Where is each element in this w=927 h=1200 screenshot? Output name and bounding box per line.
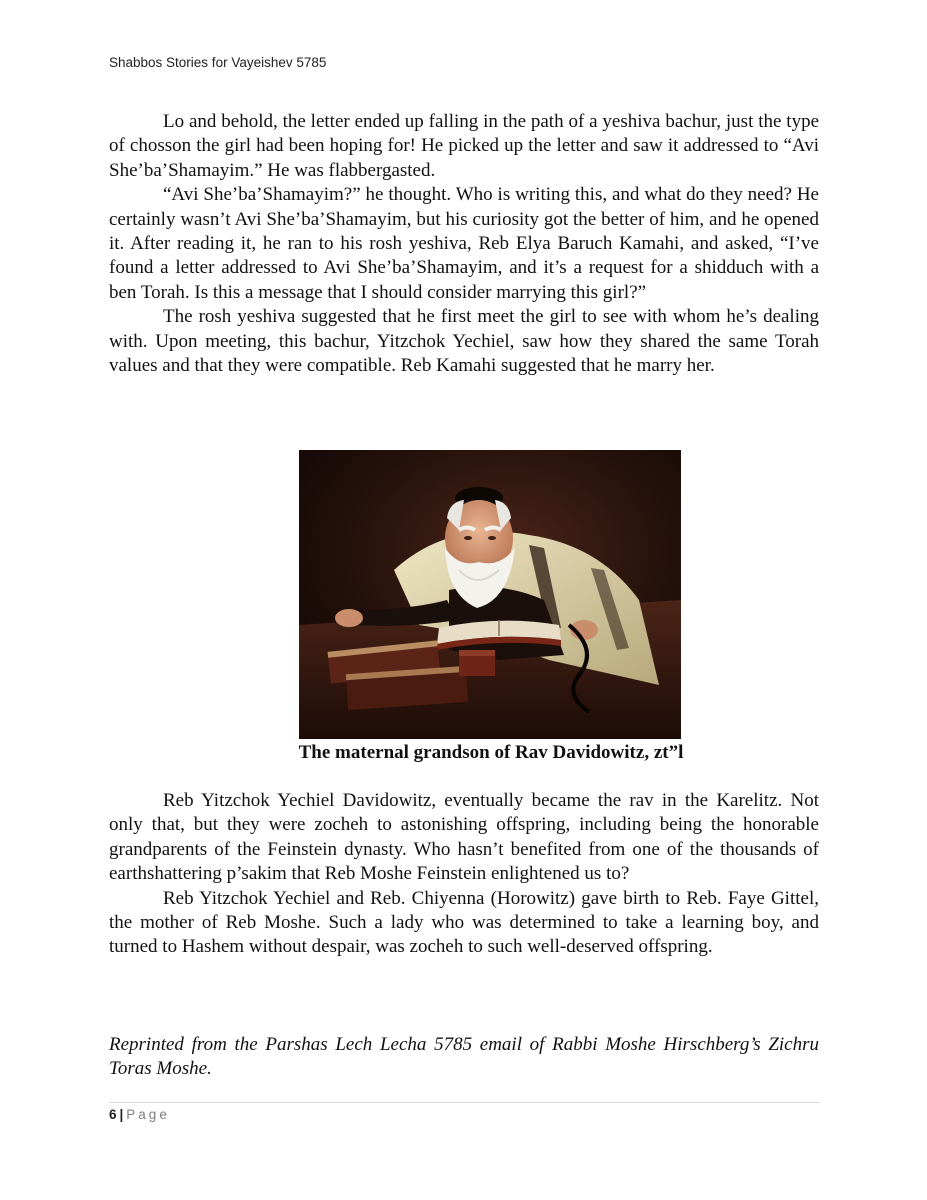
paragraph-letter-found: Lo and behold, the letter ended up falling in the path of a yeshiva bachur, just the type of chosson the girl had been hoping for! He picked up the letter and saw it addressed to “Avi She’ba’Shamayim.” He was flabbergasted. bbox=[109, 111, 819, 181]
page-footer bbox=[109, 1107, 170, 1122]
paragraph-faye-gittel: Reb Yitzchok Yechiel and Reb. Chiyenna (Horowitz) gave birth to Reb. Faye Gittel, the mother of Reb Moshe. Such a lady who was determined to take a learning boy, and turned to Hashem without despair, was zocheh to such well-deserved offspring. bbox=[109, 887, 819, 958]
footer-divider bbox=[109, 1102, 820, 1103]
page-label: Page bbox=[126, 1107, 170, 1122]
page-number: 6 bbox=[109, 1107, 117, 1122]
article-top-section bbox=[109, 110, 819, 378]
article-bottom-section bbox=[109, 789, 819, 960]
paragraph-rosh-yeshiva-question: “Avi She’ba’Shamayim?” he thought. Who is writing this, and what do they need? He certainly wasn’t Avi She’ba’Shamayim, but his curiosity got the better of him, and he opened it. After reading it, he ran to his rosh yeshiva, Reb Elya Baruch Kamahi, and asked, “I’ve found a letter addressed to Avi She’ba’Shamayim, and it’s a request for a shidduch with a ben Torah. Is this a message that I should consider marrying this girl?” bbox=[109, 184, 819, 303]
page-header: Shabbos Stories for Vayeishev 5785 bbox=[109, 55, 327, 70]
rabbi-photo bbox=[299, 450, 681, 739]
paragraph-davidowitz-karelitz: Reb Yitzchok Yechiel Davidowitz, eventually became the rav in the Karelitz. Not only that, but they were zocheh to astonishing offspring, including being the honorable grandparents of the Feinstein dynasty. Who hasn’t benefited from one of the thousands of earthshattering p’sakim that Reb Moshe Feinstein enlightened us to? bbox=[109, 790, 819, 885]
footer-separator: | bbox=[119, 1107, 124, 1122]
reprint-note: Reprinted from the Parshas Lech Lecha 5785 email of Rabbi Moshe Hirschberg’s Zichru Toras Moshe. bbox=[109, 1034, 819, 1080]
paragraph-meeting: The rosh yeshiva suggested that he first meet the girl to see with whom he’s dealing with. Upon meeting, this bachur, Yitzchok Yechiel, saw how they shared the same Torah values and that they were compatible. Reb Kamahi suggested that he marry her. bbox=[109, 306, 819, 377]
photo-caption: The maternal grandson of Rav Davidowitz, zt”l bbox=[298, 742, 684, 763]
